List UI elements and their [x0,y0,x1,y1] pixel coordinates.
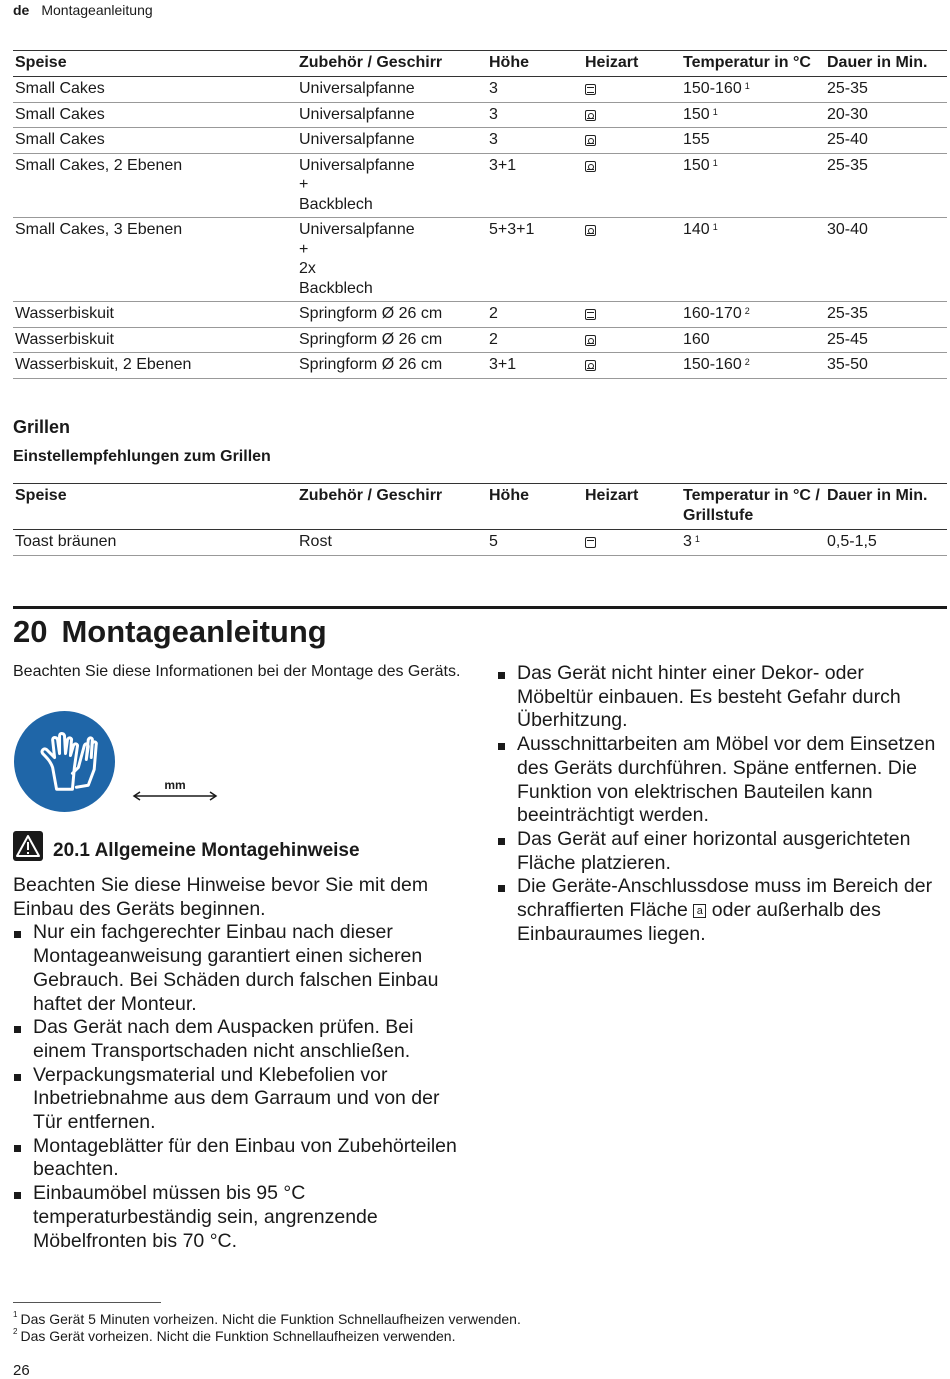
cell-temperatur [681,353,825,379]
list-item: Einbaumöbel müssen bis 95 °C temperaturbeständig sein, angrenzende Möbelfronten bis 70 °C. [13,1182,468,1253]
footnote-ref: 1 [694,534,700,544]
table-row [13,530,947,556]
cell-zubehoer [297,327,487,353]
bullet-list-left [13,921,468,1253]
list-item: Verpackungsmaterial und Klebefolien vor Inbetriebnahme aus dem Garraum und von der Tür entfernen. [13,1064,468,1135]
col-hoehe: Höhe [487,484,583,530]
millimeter-arrow-icon [130,776,220,804]
footnote-1 [13,1311,521,1327]
cell-temperatur [681,128,825,154]
cell-zubehoer [297,302,487,328]
cell-zubehoer [297,153,487,218]
chapter-number: 20 [13,614,48,649]
table-row [13,327,947,353]
cell-temperatur [681,77,825,103]
cell-temperatur [681,302,825,328]
section-title-text: Allgemeine Montagehinweise [94,840,360,861]
cell-speise: Small Cakes, 3 Ebenen [13,218,297,302]
cell-dauer: 35-50 [825,353,947,379]
zubehoer-line: Rost [299,533,332,550]
cell-heizart [583,530,681,556]
cell-heizart [583,218,681,302]
cell-heizart [583,302,681,328]
footnote-text: Das Gerät vorheizen. Nicht die Funktion Schnellaufheizen verwenden. [20,1328,456,1344]
grill-icon [585,537,596,548]
cell-hoehe: 2 [487,327,583,353]
temperature-value: 150 [683,105,710,123]
chapter-intro: Beachten Sie diese Informationen bei der Montage des Geräts. [13,663,461,680]
footnote-ref: 2 [744,306,750,316]
table-header-row [13,51,947,77]
list-item: Das Gerät nach dem Auspacken prüfen. Bei einem Transportschaden nicht anschließen. [13,1016,468,1063]
zubehoer-line: Backblech [299,195,373,213]
cell-dauer: 20-30 [825,102,947,128]
list-item: Das Gerät nicht hinter einer Dekor- oder Möbeltür einbauen. Es besteht Gefahr durch Überhitzung. [497,662,943,733]
cell-temperatur [681,102,825,128]
temperature-value: 160 [683,330,710,348]
cell-temperatur [681,153,825,218]
cell-dauer: 25-35 [825,302,947,328]
cell-dauer: 0,5-1,5 [825,530,947,556]
cell-speise: Small Cakes [13,128,297,154]
list-item-text: Die Geräte-Anschlussdose muss im Bereich der schraffierten Fläche [517,875,933,922]
cell-heizart [583,102,681,128]
footnote-2 [13,1328,455,1344]
zubehoer-line: + [299,240,309,258]
cell-zubehoer [297,102,487,128]
cell-speise: Wasserbiskuit [13,327,297,353]
cell-hoehe: 5 [487,530,583,556]
gloves-icon [13,710,116,813]
list-item: Ausschnittarbeiten am Möbel vor dem Einsetzen des Geräts durchführen. Späne entfernen. Die Funktion von elektrischen Bauteilen kann beeinträchtigt werden. [497,733,943,828]
table-row [13,77,947,103]
table-header-row [13,484,947,530]
bullet-list-right [497,662,943,946]
mm-label: mm [164,778,186,792]
temperature-value: 150 [683,156,710,174]
col-temperatur: Temperatur in °C [681,51,825,77]
table-row [13,128,947,154]
footnote-text: Das Gerät 5 Minuten vorheizen. Nicht die Funktion Schnellaufheizen verwenden. [20,1311,521,1327]
zubehoer-line: Universalpfanne [299,156,415,174]
temperature-value: 155 [683,131,710,148]
cell-heizart [583,327,681,353]
chapter-title [13,614,327,650]
cell-hoehe: 2 [487,302,583,328]
cell-dauer: 25-40 [825,128,947,154]
list-item [497,875,943,946]
footnote-ref: 1 [712,222,718,232]
table-row [13,302,947,328]
temperature-value: 160-170 [683,305,742,322]
baking-table [13,50,947,379]
col-hoehe: Höhe [487,51,583,77]
zubehoer-line: Universalpfanne [299,221,415,238]
cell-dauer: 25-35 [825,77,947,103]
cell-temperatur [681,218,825,302]
table-row [13,218,947,302]
temperature-value: 3 [683,533,692,550]
zubehoer-line: Universalpfanne [299,131,415,148]
cell-heizart [583,353,681,379]
cell-zubehoer [297,353,487,379]
grillen-heading: Grillen [13,417,71,437]
col-zubehoer: Zubehör / Geschirr [297,484,487,530]
hot-air-icon [585,360,596,371]
cell-temperatur [681,327,825,353]
section-title [53,840,360,862]
cell-speise: Small Cakes [13,102,297,128]
col-dauer: Dauer in Min. [825,484,947,530]
cell-zubehoer [297,218,487,302]
list-item: Nur ein fachgerechter Einbau nach dieser Montageanweisung garantiert einen sicheren Gebrauch. Bei Schäden durch falschen Einbau haftet der Monteur. [13,921,468,1016]
zubehoer-line: Universalpfanne [299,105,415,123]
zubehoer-line: Springform Ø 26 cm [299,330,443,348]
cell-heizart [583,128,681,154]
footnote-ref: 1 [712,106,718,117]
hot-air-icon [585,135,596,146]
header-title: Montageanleitung [41,2,153,18]
col-heizart: Heizart [583,484,681,530]
table-row [13,102,947,128]
chapter-divider [13,606,947,609]
page-number: 26 [13,1362,30,1379]
col-zubehoer: Zubehör / Geschirr [297,51,487,77]
cell-speise: Small Cakes [13,77,297,103]
left-column [13,874,468,1253]
grill-table [13,483,947,556]
warning-icon [13,831,43,861]
language-code: de [13,2,30,18]
top-bottom-heat-icon [585,309,596,320]
cell-hoehe: 3 [487,77,583,103]
cell-hoehe: 3 [487,102,583,128]
cell-hoehe: 3+1 [487,353,583,379]
cell-heizart [583,153,681,218]
list-item: Das Gerät auf einer horizontal ausgerichteten Fläche platzieren. [497,828,943,875]
zubehoer-line: Backblech [299,279,373,297]
zubehoer-line: Springform Ø 26 cm [299,305,443,322]
hot-air-icon [585,110,596,121]
table-row [13,353,947,379]
hot-air-icon [585,225,596,236]
top-bottom-heat-icon [585,84,596,95]
col-temperatur: Temperatur in °C / Grillstufe [681,484,825,530]
right-column [497,662,943,946]
area-a-marker: a [693,904,706,918]
hot-air-icon [585,161,596,172]
col-dauer: Dauer in Min. [825,51,947,77]
page-header [13,2,153,18]
col-speise: Speise [13,51,297,77]
footnote-ref: 2 [744,357,750,367]
zubehoer-line: + [299,176,309,193]
footnote-number: 2 [13,1327,18,1336]
cell-speise: Small Cakes, 2 Ebenen [13,153,297,218]
cell-dauer: 25-45 [825,327,947,353]
zubehoer-line: Universalpfanne [299,80,415,97]
cell-dauer: 30-40 [825,218,947,302]
cell-hoehe: 5+3+1 [487,218,583,302]
footnote-number: 1 [13,1310,18,1319]
zubehoer-line: Springform Ø 26 cm [299,356,443,373]
temperature-value: 150-160 [683,80,742,97]
cell-dauer: 25-35 [825,153,947,218]
cell-speise: Wasserbiskuit, 2 Ebenen [13,353,297,379]
section-number: 20.1 [53,840,90,861]
cell-speise: Toast bräunen [13,530,297,556]
zubehoer-line: 2x [299,260,316,277]
grillen-subheading: Einstellempfehlungen zum Grillen [13,448,271,465]
footnote-ref: 1 [712,157,718,168]
cell-zubehoer [297,530,487,556]
section-intro: Beachten Sie diese Hinweise bevor Sie mit dem Einbau des Geräts beginnen. [13,874,429,920]
footnote-divider [13,1302,161,1303]
table-row [13,153,947,218]
footnote-ref: 1 [744,81,750,91]
list-item-text: oder außerhalb des Einbauraumes liegen. [517,899,881,945]
chapter-title-text: Montageanleitung [61,614,327,649]
cell-zubehoer [297,128,487,154]
cell-zubehoer [297,77,487,103]
cell-speise: Wasserbiskuit [13,302,297,328]
cell-temperatur [681,530,825,556]
cell-hoehe: 3+1 [487,153,583,218]
temperature-value: 150-160 [683,356,742,373]
col-speise: Speise [13,484,297,530]
cell-heizart [583,77,681,103]
temperature-value: 140 [683,221,710,238]
col-heizart: Heizart [583,51,681,77]
cell-hoehe: 3 [487,128,583,154]
hot-air-icon [585,335,596,346]
list-item: Montageblätter für den Einbau von Zubehörteilen beachten. [13,1135,468,1182]
